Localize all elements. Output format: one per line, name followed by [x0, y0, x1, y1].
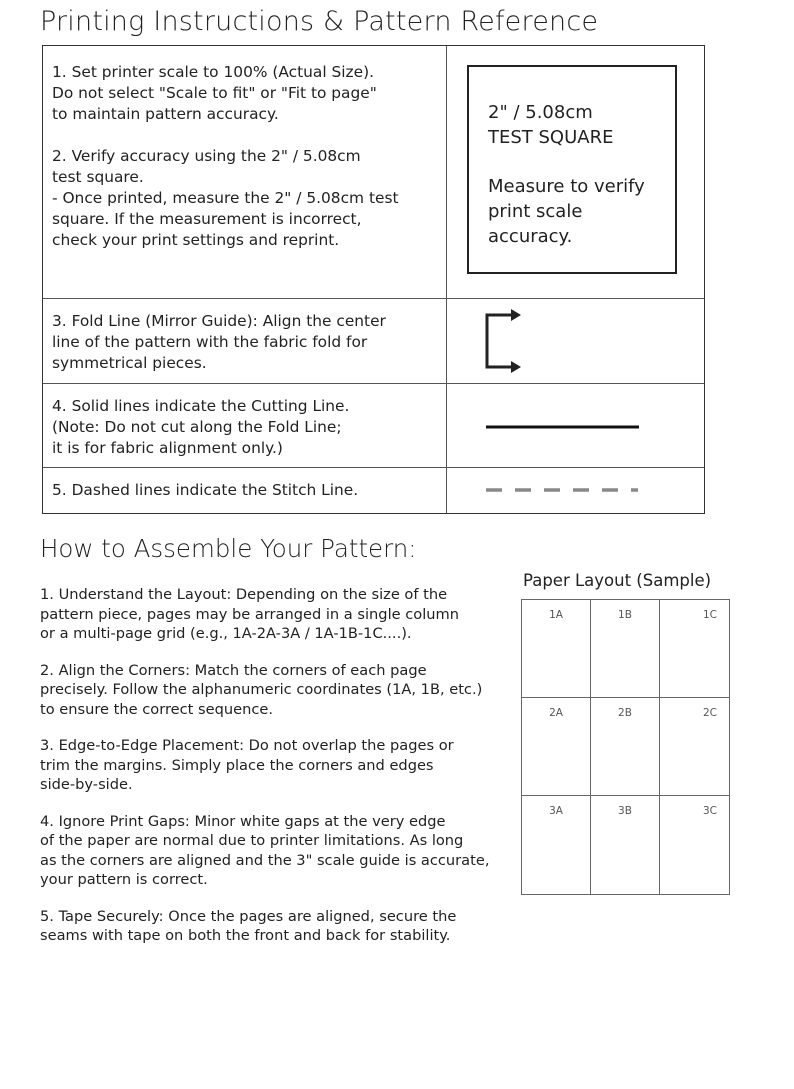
grid-cell-label: 2A — [549, 707, 563, 719]
grid-cell-label: 2B — [618, 707, 632, 719]
text-line: symmetrical pieces. — [52, 354, 207, 372]
text-line: line of the pattern with the fabric fold for — [52, 333, 368, 351]
column-divider — [446, 46, 447, 513]
fold-line-bracket-arrows-icon — [483, 309, 523, 373]
solid-cutting-line-icon — [486, 424, 640, 430]
test-square — [467, 65, 677, 274]
grid-cell — [522, 698, 591, 796]
assemble-section-title: How to Assemble Your Pattern: — [40, 534, 417, 563]
grid-cell — [591, 796, 660, 894]
assemble-step: 1. Understand the Layout: Depending on the size of the pattern piece, pages may be arranged in a single column or a multi-page grid (e.g., 1A-2A-3A / 1A-1B-1C....). — [40, 586, 459, 642]
test-square-note-line: Measure to verify — [488, 176, 645, 197]
grid-cell-label: 3C — [702, 805, 717, 817]
stitch-line-text — [52, 480, 358, 501]
assemble-step: 3. Edge-to-Edge Placement: Do not overlap the pages or trim the margins. Simply place the corners and edges side-by-side. — [40, 737, 454, 793]
fold-line-text — [52, 311, 386, 374]
text-line: square. If the measurement is incorrect, — [52, 210, 362, 228]
grid-cell — [591, 600, 660, 698]
test-square-size: 2" / 5.08cm — [488, 102, 593, 123]
pattern-reference-table — [42, 45, 705, 514]
text-line: check your print settings and reprint. — [52, 231, 340, 249]
text-line: 3. Fold Line (Mirror Guide): Align the center — [52, 312, 386, 330]
grid-cell — [522, 600, 591, 698]
text-line: to maintain pattern accuracy. — [52, 105, 279, 123]
test-square-note-line: accuracy. — [488, 226, 573, 247]
blank-line — [52, 125, 399, 146]
grid-cell — [522, 796, 591, 894]
text-line: 1. Set printer scale to 100% (Actual Size). — [52, 63, 374, 81]
grid-cell-label: 1C — [702, 609, 717, 621]
grid-cell-label: 1A — [549, 609, 563, 621]
row-divider — [43, 467, 704, 468]
text-line: it is for fabric alignment only.) — [52, 439, 283, 457]
grid-cell — [660, 600, 729, 698]
cutting-line-text — [52, 396, 349, 459]
assemble-step: 2. Align the Corners: Match the corners of each page precisely. Follow the alphanumeric coordinates (1A, 1B, etc.) to ensure the correct sequence. — [40, 661, 483, 718]
grid-cell — [660, 796, 729, 894]
text-line: (Note: Do not cut along the Fold Line; — [52, 418, 342, 436]
printing-instructions-text — [52, 62, 399, 251]
assemble-step: 4. Ignore Print Gaps: Minor white gaps at the very edge of the paper are normal due to printer limitations. As long as the corners are aligned and the 3" scale guide is accurate, your pattern is correct. — [40, 812, 490, 888]
dashed-stitch-line-icon — [486, 487, 638, 493]
text-line: test square. — [52, 168, 144, 186]
test-square-note-line: print scale — [488, 201, 583, 222]
text-line: Do not select "Scale to fit" or "Fit to page" — [52, 84, 377, 102]
grid-cell — [591, 698, 660, 796]
row-divider — [43, 383, 704, 384]
test-square-label: TEST SQUARE — [488, 127, 614, 148]
page-title: Printing Instructions & Pattern Reference — [40, 6, 599, 37]
grid-cell-label: 1B — [618, 609, 632, 621]
row-divider — [43, 298, 704, 299]
text-line: - Once printed, measure the 2" / 5.08cm test — [52, 189, 399, 207]
grid-cell-label: 2C — [702, 707, 717, 719]
grid-cell — [660, 698, 729, 796]
text-line: 5. Dashed lines indicate the Stitch Line. — [52, 481, 359, 499]
text-line: 2. Verify accuracy using the 2" / 5.08cm — [52, 147, 361, 165]
paper-layout-title: Paper Layout (Sample) — [523, 571, 712, 590]
grid-cell-label: 3A — [549, 805, 563, 817]
grid-cell-label: 3B — [618, 805, 632, 817]
assemble-steps — [40, 585, 520, 963]
assemble-step: 5. Tape Securely: Once the pages are aligned, secure the seams with tape on both the front and back for stability. — [40, 907, 457, 944]
text-line: 4. Solid lines indicate the Cutting Line. — [52, 397, 350, 415]
paper-layout-grid — [521, 599, 730, 895]
